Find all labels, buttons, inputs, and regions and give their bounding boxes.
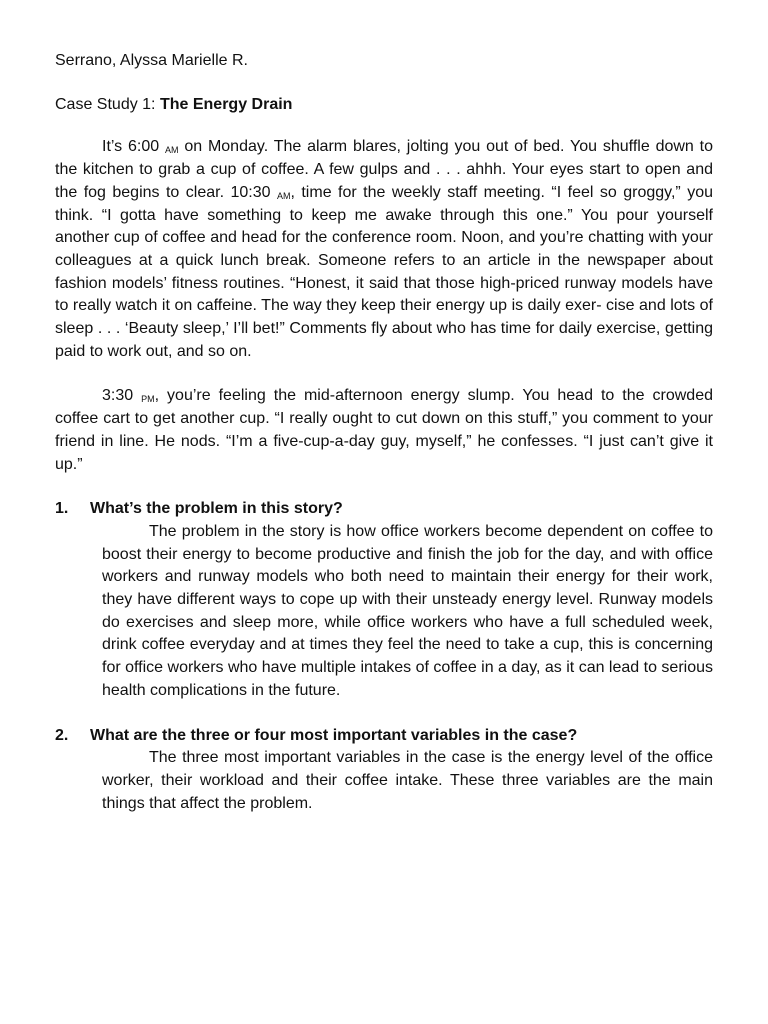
time-suffix-pm: PM (141, 394, 155, 405)
question-1-text: What’s the problem in this story? (90, 500, 343, 518)
story-p2-text-1: 3:30 (102, 387, 142, 405)
story-paragraph-2 (55, 385, 713, 476)
case-study-heading (55, 94, 713, 117)
document-page (55, 50, 713, 837)
author-name: Serrano, Alyssa Marielle R. (55, 52, 248, 69)
question-2-text: What are the three or four most important variables in the case? (90, 726, 578, 744)
story-p1-text-3: , time for the weekly staff meeting. “I feel so groggy,” you think. “I gotta have something to keep me awake through this one.” You pour yourself another cup of coffee and head for the conference room. Noon, and you’re chatting with your colleagues at a quick lunch break. Someone refers to an article in the newspaper about fashion models’ fitness routines. “Honest, it said that those high-priced runway models have to really watch it on caffeine. The way they keep their energy up is daily exer- cise and lots of sleep . . . ‘Beauty sleep,’ I’ll bet!” Comments fly about who has time for daily exercise, getting paid to work out, and so on. (55, 183, 713, 360)
story-p1-text-1: It’s 6:00 (102, 138, 165, 156)
question-2-number: 2. (55, 726, 69, 744)
case-study-title: The Energy Drain (159, 95, 293, 113)
story-paragraph-1 (55, 136, 713, 363)
answer-1: The problem in the story is how office workers become dependent on coffee to boost their energy to become productive and finish the job for the day, and with office workers and runway models who both need to maintain their energy for their work, they have different ways to cope up with their unsteady energy level. Runway models do exercises and sleep more, while office workers who have a full scheduled week, drink coffee everyday and at times they feel the need to take a cup, this is concerning for office workers who have multiple intakes of coffee in a day, as it can lead to serious health complications in the future. (102, 522, 713, 699)
question-2 (55, 725, 713, 748)
time-suffix-am-2: AM (276, 190, 291, 201)
story-p1-text-2: on Monday. The alarm blares, jolting you out of bed. You shuffle down to the kitchen to grab a cup of coffee. A few gulps and . . . ahhh. Your eyes start to open and the fog begins to clear. 10:30 (55, 138, 714, 201)
case-study-prefix: Case Study 1: (55, 95, 160, 113)
story-p2-text-2: , you’re feeling the mid-afternoon energy slump. You head to the crowded coffee cart to get another cup. “I really ought to cut down on this stuff,” you comment to your friend in line. He nods. “I’m a five-cup-a-day guy, myself,” he confesses. “I just can’t give it up.” (55, 387, 713, 473)
question-1 (55, 498, 713, 521)
time-suffix-am-1: AM (164, 145, 179, 156)
question-1-number: 1. (55, 500, 69, 518)
answer-2: The three most important variables in the case is the energy level of the office worker, their workload and their coffee intake. These three variables are the main things that affect the problem. (102, 749, 713, 812)
